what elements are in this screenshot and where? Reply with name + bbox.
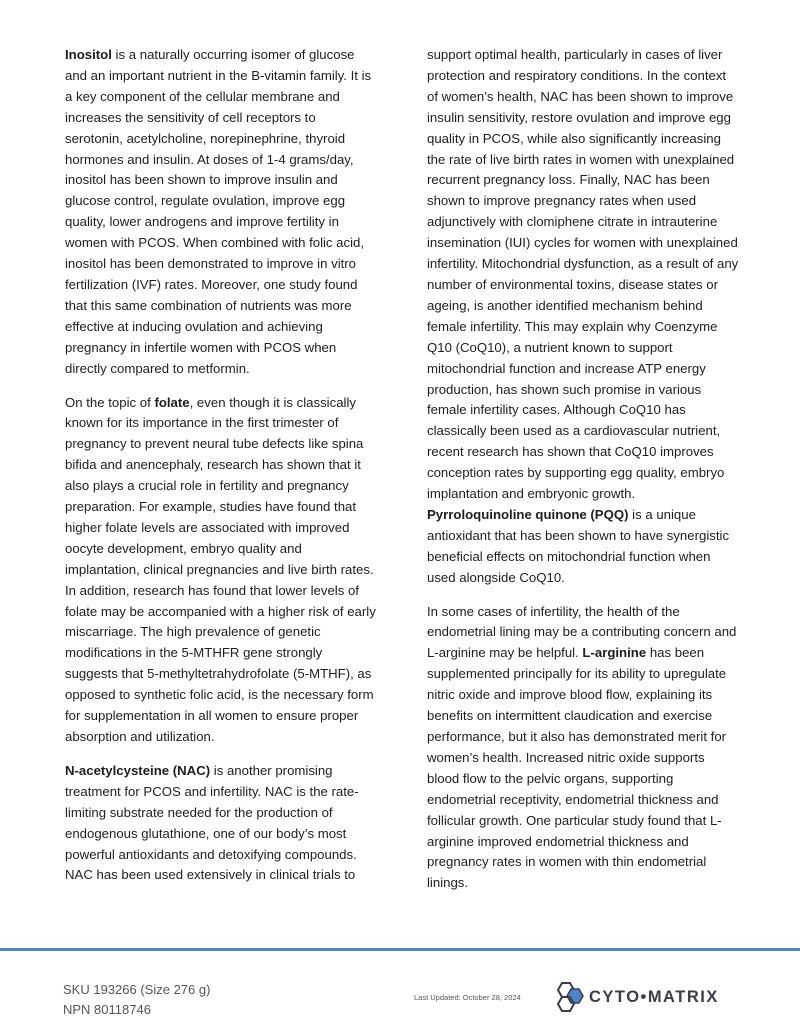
nac-term: N-acetylcysteine (NAC) [65,762,211,778]
right-column [427,45,739,907]
left-column [65,45,377,899]
folate-paragraph [65,393,377,748]
brand-name: CYTO•MATRIX [589,987,719,1006]
inositol-term: Inositol [65,47,112,62]
inositol-paragraph [65,45,377,380]
folate-text: , even though it is classically known for its importance in the first trimester of pregnancy to prevent neural tube defects like spina bifida and anencephaly, research has shown that it also plays a crucial role in fertility and pregnancy preparation. For example, studies have found that higher folate levels are associated with improved oocyte development, embryo quality and implantation, clinical pregnancies and live birth rates. In addition, research has found that lower levels of folate may be accompanied with a higher risk of early miscarriage. The high prevalence of genetic modifications in the 5-MTHFR gene strongly suggests that 5-methyltetrahydrofolate (5-MTHF), as opposed to synthetic folic acid, is the necessary form for supplementation in all women to ensure proper absorption and utilization. [65,394,376,744]
nac-continued-text: support optimal health, particularly in cases of liver protection and respiratory conditions. In the context of women’s health, NAC has been shown to improve insulin sensitivity, restore ovulation and improve egg quality in PCOS, while also significantly increasing the rate of live birth rates in women with unexplained recurrent pregnancy loss. Finally, NAC has been shown to improve pregnancy rates when used adjunctively with clomiphene citrate in intrauterine insemination (IUI) cycles for women with unexplained infertility. Mitochondrial dysfunction, as a result of any number of environmental toxins, disease states or ageing, is another identified mechanism behind female infertility. This may explain why Coenzyme Q10 (CoQ10), a nutrient known to support mitochondrial function and increase ATP energy production, has shown such promise in various female infertility cases. Although CoQ10 has classically been used as a cardiovascular nutrient, recent research has shown that CoQ10 improves conception rates by supporting egg quality, embryo implantation and embryonic growth. [427,47,739,502]
sku-label: SKU 193266 (Size 276 g) [63,982,211,997]
nac-paragraph [65,761,377,886]
folate-term: folate [154,394,190,410]
nac-text: is another promising treatment for PCOS and infertility. NAC is the rate-limiting substrate needed for the production of endogenous glutathione, one of our body’s most powerful antioxidants and detoxifying compounds. NAC has been used extensively in clinical trials to [65,762,359,883]
nac-continued-paragraph [427,45,739,589]
last-updated: Last Updated: October 28, 2024 [414,993,521,1002]
pqq-text: is a unique antioxidant that has been shown to have synergistic beneficial effects on mitochondrial function when used alongside CoQ10. [427,506,730,585]
l-arginine-text: has been supplemented principally for its ability to upregulate nitric oxide and improve blood flow, explaining its benefits on intermittent claudication and exercise performance, but it also has demonstrated merit for women’s health. Increased nitric oxide supports blood flow to the pelvic organs, supporting endometrial receptivity, endometrial thickness and follicular growth. One particular study found that L-arginine improved endometrial thickness and pregnancy rates in women with thin endometrial linings. [427,645,727,891]
l-arginine-paragraph [427,602,739,895]
hexagon-logo-icon [553,980,585,1014]
npn-label: NPN 80118746 [63,1002,151,1017]
pqq-term: Pyrroloquinoline quinone (PQQ) [427,506,629,522]
footer-divider [0,948,800,951]
brand-logo [553,980,719,1014]
l-arginine-intro: In some cases of infertility, the health of the endometrial lining may be a contributing concern and L-arginine may be helpful. [427,603,737,661]
folate-intro: On the topic of [65,394,155,410]
inositol-text: is a naturally occurring isomer of glucose and an important nutrient in the B-vitamin family. It is a key component of the cellular membrane and increases the sensitivity of cell receptors to serotonin, acetylcholine, norepinephrine, thyroid hormones and insulin. At doses of 1-4 grams/day, inositol has been shown to improve insulin and glucose control, regulate ovulation, improve egg quality, lower androgens and improve fertility in women with PCOS. When combined with folic acid, inositol has been demonstrated to improve in vitro fertilization (IVF) rates. Moreover, one study found that this same combination of nutrients was more effective at inducing ovulation and achieving pregnancy in infertile women with PCOS when directly compared to metformin. [65,47,372,376]
l-arginine-term: L-arginine [582,645,647,661]
product-info [63,980,210,1020]
